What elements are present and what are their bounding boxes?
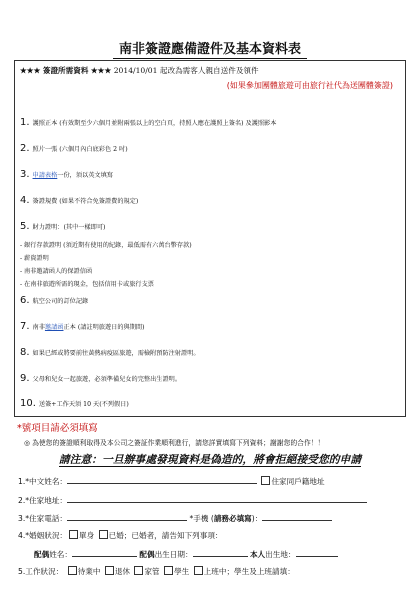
form-row-spouse: 配偶姓名： 配偶出生日期： 本人出生地： [34,548,338,560]
req-item-application-form: 3. 申請表格一份，須以英文填寫 [20,169,113,180]
invitation-letter-link[interactable]: 邀請函 [44,324,64,331]
financial-proof-list [20,239,192,291]
form-row-phone: 3.*住家電話： *手機 (請務必填寫)： [18,512,332,524]
form-row-employment: 5.工作狀況： 待業中 退休 家管 學生 上班中；學生及上班請填： [18,567,295,576]
group-tour-note: (如果參加團體旅遊可由旅行社代為送團體簽證) [226,81,393,90]
required-fields-title: *號項目請必須填寫 [17,423,98,434]
req-item-birth-certificate: 9. 父母和兒女一起旅遊，必須準備兒女的完整出生證明。 [20,373,182,384]
notice-text: ◎ 為使您的簽證順利取得及本公司之簽証作業順利進行，請您詳實填寫下列資料；謝謝您的合作！！ [24,439,325,447]
req-item-processing-time: 10. 送簽+工作天須 10 天(不列假日) [20,398,129,409]
req-item-yellow-fever: 8. 如果已經或將要前往黃熱病疫區旅遊，需檢附預防注射證明。 [20,347,200,358]
birthplace-field[interactable] [296,548,338,557]
list-item: - 銀行存款證明 (須近期有使用的紀錄，最低需有六萬台幣存款) [20,242,192,249]
single-checkbox[interactable] [69,530,78,539]
req-item-photo: 2. 照片一張 (六個月內白底彩色 2 吋) [20,143,128,154]
spouse-name-field[interactable] [72,548,137,557]
req-item-visa-fee: 4. 簽證規費 (如果不符合免簽證費的規定) [20,195,139,206]
homemaker-checkbox[interactable] [134,566,143,575]
list-item: - 薪資證明 [20,255,49,262]
list-item: - 在南非旅遊所需的現金，包括信用卡或旅行支票 [20,281,154,288]
list-item: - 南非邀請函人的保證信函 [20,268,93,275]
application-form-link[interactable]: 申請表格 [32,172,58,179]
home-phone-field[interactable] [67,512,187,521]
req-item-financial-proof: 5. 財力證明：(其中一樣即可) [20,221,106,232]
mobile-field[interactable] [262,512,332,521]
page-title: 南非簽證應備證件及基本資料表 [0,38,420,57]
chinese-name-field[interactable] [67,475,257,484]
requirements-box [14,60,406,417]
forgery-warning: 請注意：一旦辦事處發現資料是偽造的，將會拒絕接受您的申請 [58,453,362,466]
home-address-field[interactable] [67,494,367,503]
form-row-marital: 4.*婚姻狀況： 單身 已婚；已婚者，請告知下列事項： [18,531,223,540]
requirements-header: ★★★ 簽證所需資料 ★★★ 2014/10/01 起改為需客人親自送件及領件 [20,66,259,75]
same-address-checkbox[interactable] [261,476,270,485]
unemployed-checkbox[interactable] [68,566,77,575]
form-row-address: 2.*住家地址： [18,494,367,506]
req-item-flight-booking: 6. 航空公司的訂位記錄 [20,295,89,306]
spouse-dob-field[interactable] [193,548,248,557]
married-checkbox[interactable] [99,530,108,539]
student-checkbox[interactable] [164,566,173,575]
req-item-invitation: 7. 南非邀請函正本 (請註明旅遊日的與期間) [20,321,145,332]
form-row-name: 1.*中文姓名： 住家同戶籍地址 [18,477,325,486]
req-item-passport: 1. 護照正本 (有效期至少六個月並附兩張以上的空白頁，持照人應在護照上簽名) 及護照影本 [20,117,277,128]
employed-checkbox[interactable] [194,566,203,575]
retired-checkbox[interactable] [105,566,114,575]
